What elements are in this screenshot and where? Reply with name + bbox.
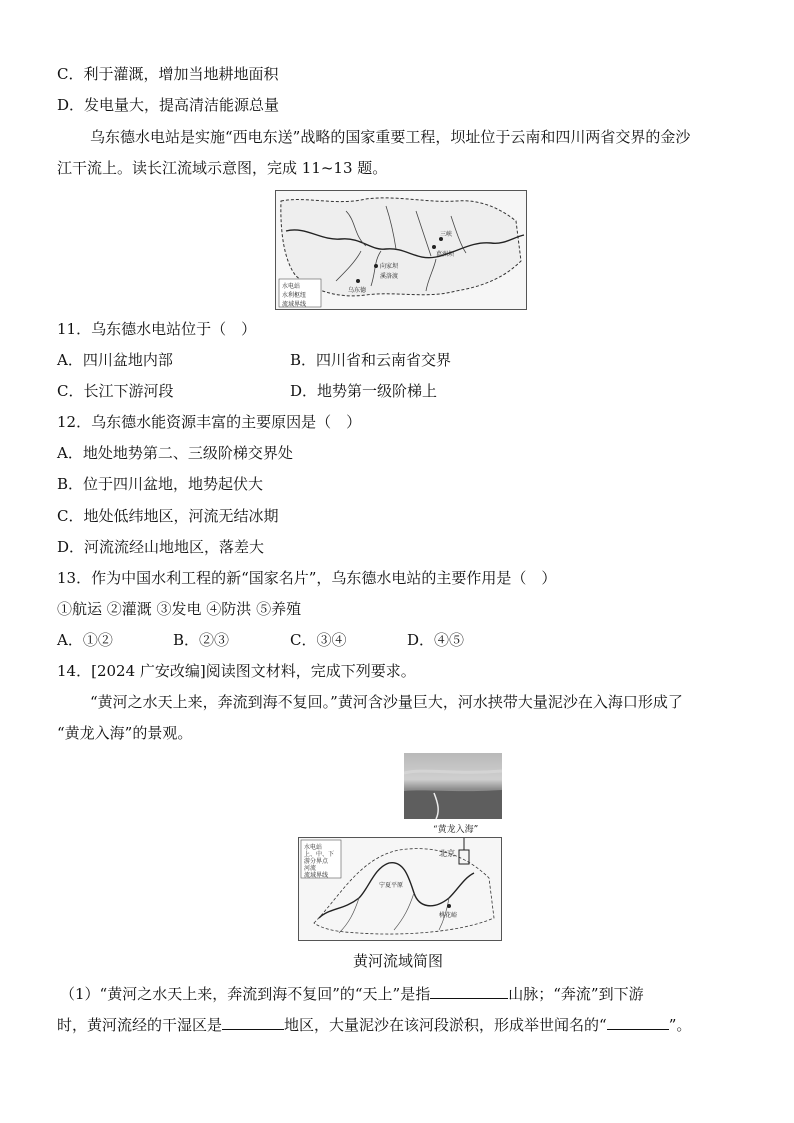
q12-option-b: B．位于四川盆地，地势起伏大	[57, 475, 264, 493]
photo-caption: “黄龙入海”	[433, 825, 479, 835]
passage-2-line-1: “黄河之水天上来，奔流到海不复回。”黄河含沙量巨大，河水挟带大量泥沙在入海口形成了	[90, 693, 683, 711]
map-label-xiangjiaba: 向家坝	[380, 263, 399, 270]
q14-part1-text-c: 时，黄河流经的干湿区是	[57, 1016, 223, 1034]
yangtze-map-drawing	[276, 191, 526, 309]
yr-label-ningxia: 宁夏平原	[379, 882, 404, 889]
q13-items: ①航运 ②灌溉 ③发电 ④防洪 ⑤养殖	[57, 600, 302, 618]
yr-label-beijing: 北京	[439, 849, 455, 858]
answer-blank-1[interactable]	[430, 982, 508, 999]
map-label-xiluodu: 溪洛渡	[380, 273, 399, 280]
yr-legend-division-2: 游分界点	[304, 858, 329, 865]
yr-legend-hydro: 水电站	[304, 844, 323, 851]
q11-option-c: C．长江下游河段	[57, 382, 174, 400]
q12-option-c: C．地处低纬地区，河流无结冰期	[57, 507, 279, 525]
yr-legend-division-1: 上、中、下	[304, 851, 335, 858]
q13-option-c: C．③④	[290, 631, 347, 649]
map-label-sanxia: 三峡	[440, 231, 453, 238]
map-legend-hydro: 水电站	[282, 283, 301, 290]
q10-option-c: C．利于灌溉，增加当地耕地面积	[57, 65, 279, 83]
q11-option-d: D．地势第一级阶梯上	[290, 382, 438, 400]
yellow-river-estuary-photo	[404, 753, 502, 819]
map-legend-boundary: 流域界线	[282, 301, 307, 308]
estuary-photo-drawing	[404, 753, 502, 819]
q11-option-b: B．四川省和云南省交界	[290, 351, 452, 369]
passage-2-line-2: “黄龙入海”的景观。	[57, 724, 193, 742]
q12-option-d: D．河流流经山地地区，落差大	[57, 538, 265, 556]
q14-stem: 14．[2024 广安改编]阅读图文材料，完成下列要求。	[57, 662, 416, 680]
q13-option-b: B．②③	[173, 631, 230, 649]
answer-blank-2[interactable]	[222, 1013, 284, 1030]
yr-label-taohuayu: 桃花峪	[439, 912, 458, 919]
answer-blank-3[interactable]	[607, 1013, 669, 1030]
q14-part1-text-a: （1）“黄河之水天上来，奔流到海不复回”的“天上”是指	[60, 985, 431, 1003]
q13-option-a: A．①②	[57, 631, 113, 649]
q11-option-a: A．四川盆地内部	[57, 351, 173, 369]
map-label-gezhouba: 葛洲坝	[436, 251, 455, 258]
map-legend-hub: 水利枢纽	[282, 292, 307, 299]
q11-stem: 11．乌东德水电站位于（ ）	[57, 320, 257, 338]
map-label-wudongde: 乌东德	[348, 287, 367, 294]
q13-option-d: D．④⑤	[407, 631, 465, 649]
q14-part1-line-2	[57, 1013, 691, 1036]
yr-legend-boundary: 流域界线	[304, 872, 329, 879]
yellow-river-map-caption: 黄河流域简图	[353, 952, 444, 970]
q14-part1-line-1	[60, 982, 644, 1005]
q14-part1-text-b: 山脉；“奔流”到下游	[508, 985, 644, 1003]
yellow-river-basin-map	[298, 837, 502, 941]
yr-legend-river: 河流	[304, 865, 317, 872]
passage-1-line-1: 乌东德水电站是实施“西电东送”战略的国家重要工程，坝址位于云南和四川两省交界的金沙	[90, 128, 691, 146]
q10-option-d: D．发电量大，提高清洁能源总量	[57, 96, 280, 114]
q12-stem: 12．乌东德水能资源丰富的主要原因是（ ）	[57, 413, 362, 431]
q14-part1-text-e: ”。	[668, 1016, 692, 1034]
passage-1-line-2: 江干流上。读长江流域示意图，完成 11~13 题。	[57, 159, 388, 177]
yangtze-basin-map	[275, 190, 527, 310]
q12-option-a: A．地处地势第二、三级阶梯交界处	[57, 444, 293, 462]
q14-part1-text-d: 地区，大量泥沙在该河段淤积，形成举世闻名的“	[284, 1016, 607, 1034]
q13-stem: 13．作为中国水利工程的新“国家名片”，乌东德水电站的主要作用是（ ）	[57, 569, 557, 587]
